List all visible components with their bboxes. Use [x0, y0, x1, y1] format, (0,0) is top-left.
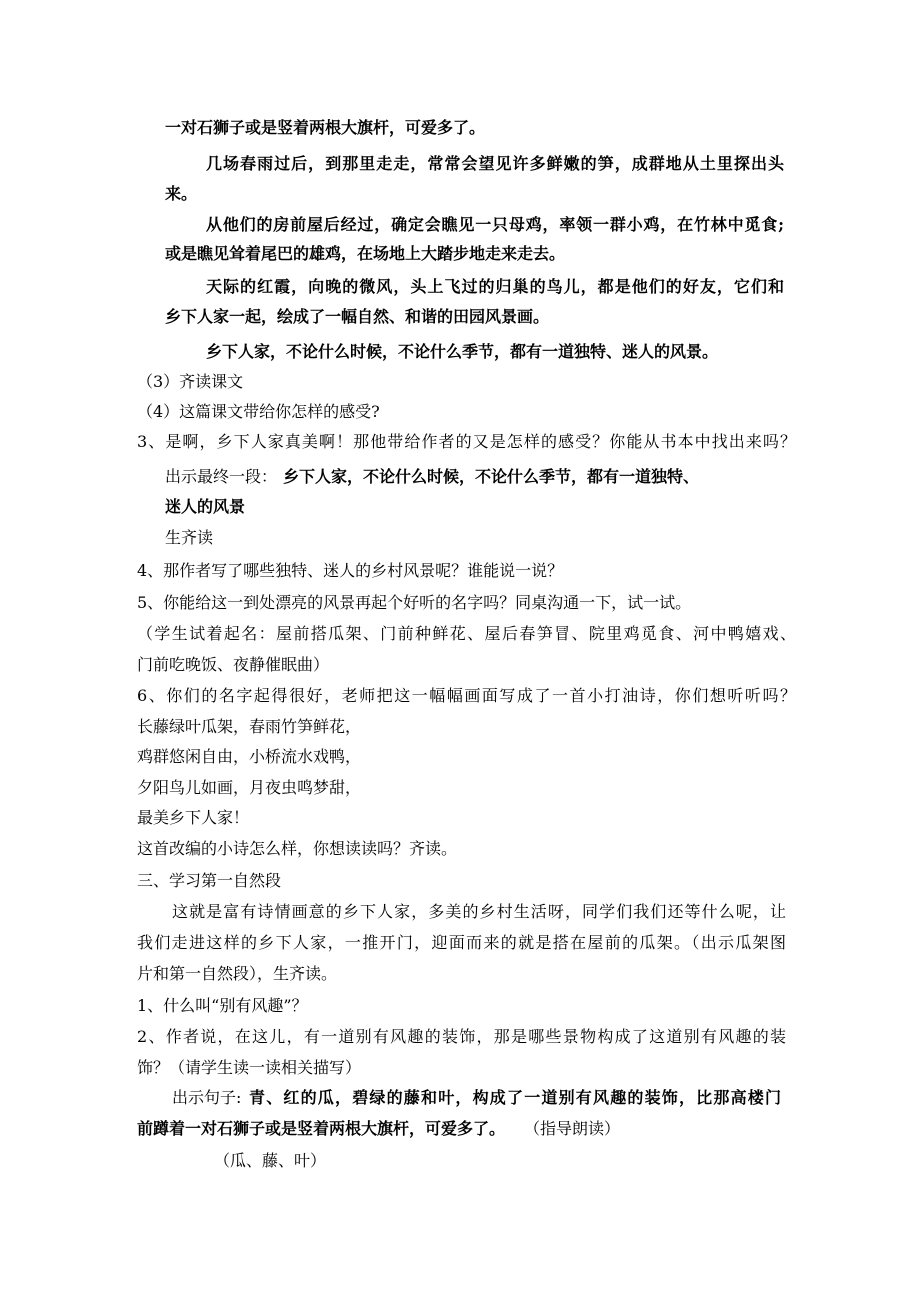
text-line-l18: 门前吃晚饭、夜静催眠曲） [137, 655, 330, 674]
text-line-l33b: （指导朗读） [524, 1119, 621, 1138]
text-line-l34: （瓜、藤、叶） [214, 1151, 327, 1170]
text-line-l25: 三、学习第一自然段 [137, 871, 282, 890]
text-line-l14: 生齐读 [165, 528, 214, 547]
text-line-l03: 来。 [165, 184, 198, 203]
text-line-l13: 迷人的风景 [165, 497, 246, 516]
text-line-l27: 我们走进这样的乡下人家，一推开门，迎面而来的就是搭在屋前的瓜架。（出示瓜架图 [137, 933, 786, 952]
text-line-l12b: 乡下人家，不论什么时候，不论什么季节，都有一道独特、 [283, 467, 700, 486]
text-line-l30: 2、作者说，在这儿，有一道别有风趣的装饰，那是哪些景物构成了这道别有风趣的装 [137, 1027, 786, 1046]
text-line-l17: （学生试着起名：屋前搭瓜架、门前种鲜花、屋后春笋冒、院里鸡觅食、河中鸭嬉戏、 [137, 624, 796, 643]
text-line-l02: 几场春雨过后，到那里走走，常常会望见许多鲜嫩的笋，成群地从土里探出头 [206, 154, 784, 173]
text-line-l01: 一对石狮子或是竖着两根大旗杆，可爱多了。 [165, 118, 486, 137]
text-line-l32a: 出示句子: [172, 1088, 242, 1107]
text-line-l33a: 前蹲着一对石狮子或是竖着两根大旗杆，可爱多了。 [137, 1119, 506, 1138]
text-line-l31: 饰？（请学生读一读相关描写） [137, 1058, 362, 1077]
text-line-l32b: 青、红的瓜，碧绿的藤和叶，构成了一道别有风趣的装饰，比那高楼门 [249, 1088, 781, 1107]
text-line-l22: 夕阳鸟儿如画，月夜虫鸣梦甜， [137, 778, 362, 797]
text-line-l23: 最美乡下人家！ [137, 808, 250, 827]
text-line-l08: 乡下人家，不论什么时候，不论什么季节，都有一道独特、迷人的风景。 [206, 342, 719, 361]
text-line-l06: 天际的红霞，向晚的微风，头上飞过的归巢的鸟儿，都是他们的好友，它们和 [206, 277, 784, 296]
text-line-l16: 5、你能给这一到处漂亮的风景再起个好听的名字吗？同桌沟通一下，试一试。 [137, 593, 692, 612]
text-line-l12a: 出示最终一段： [165, 467, 278, 486]
text-line-l15: 4、那作者写了哪些独特、迷人的乡村风景呢？谁能说一说？ [137, 561, 564, 580]
text-line-l21: 鸡群悠闲自由，小桥流水戏鸭， [137, 747, 362, 766]
text-line-l09: （3）齐读课文 [137, 372, 244, 391]
text-line-l04: 从他们的房前屋后经过，确定会瞧见一只母鸡，率领一群小鸡，在竹林中觅食; [206, 215, 784, 234]
text-line-l07: 乡下人家一起，绘成了一幅自然、和谐的田园风景画。 [165, 307, 550, 326]
text-line-l24: 这首改编的小诗怎么样，你想读读吗？齐读。 [137, 839, 458, 858]
text-line-l05: 或是瞧见耸着尾巴的雄鸡，在场地上大踏步地走来走去。 [165, 244, 566, 263]
text-line-l19: 6、你们的名字起得很好，老师把这一幅幅画面写成了一首小打油诗，你们想听听吗？ [137, 686, 796, 705]
text-line-l11: 3、是啊，乡下人家真美啊！那他带给作者的又是怎样的感受？你能从书本中找出来吗？ [137, 432, 796, 451]
text-line-l10: （4）这篇课文带给你怎样的感受? [137, 402, 380, 421]
text-line-l26: 这就是富有诗情画意的乡下人家，多美的乡村生活呀，同学们我们还等什么呢，让 [172, 902, 786, 921]
text-line-l20: 长藤绿叶瓜架，春雨竹笋鲜花， [137, 717, 362, 736]
text-line-l29: 1、什么叫“别有风趣”？ [137, 996, 308, 1015]
text-line-l28: 片和第一自然段），生齐读。 [137, 964, 338, 983]
